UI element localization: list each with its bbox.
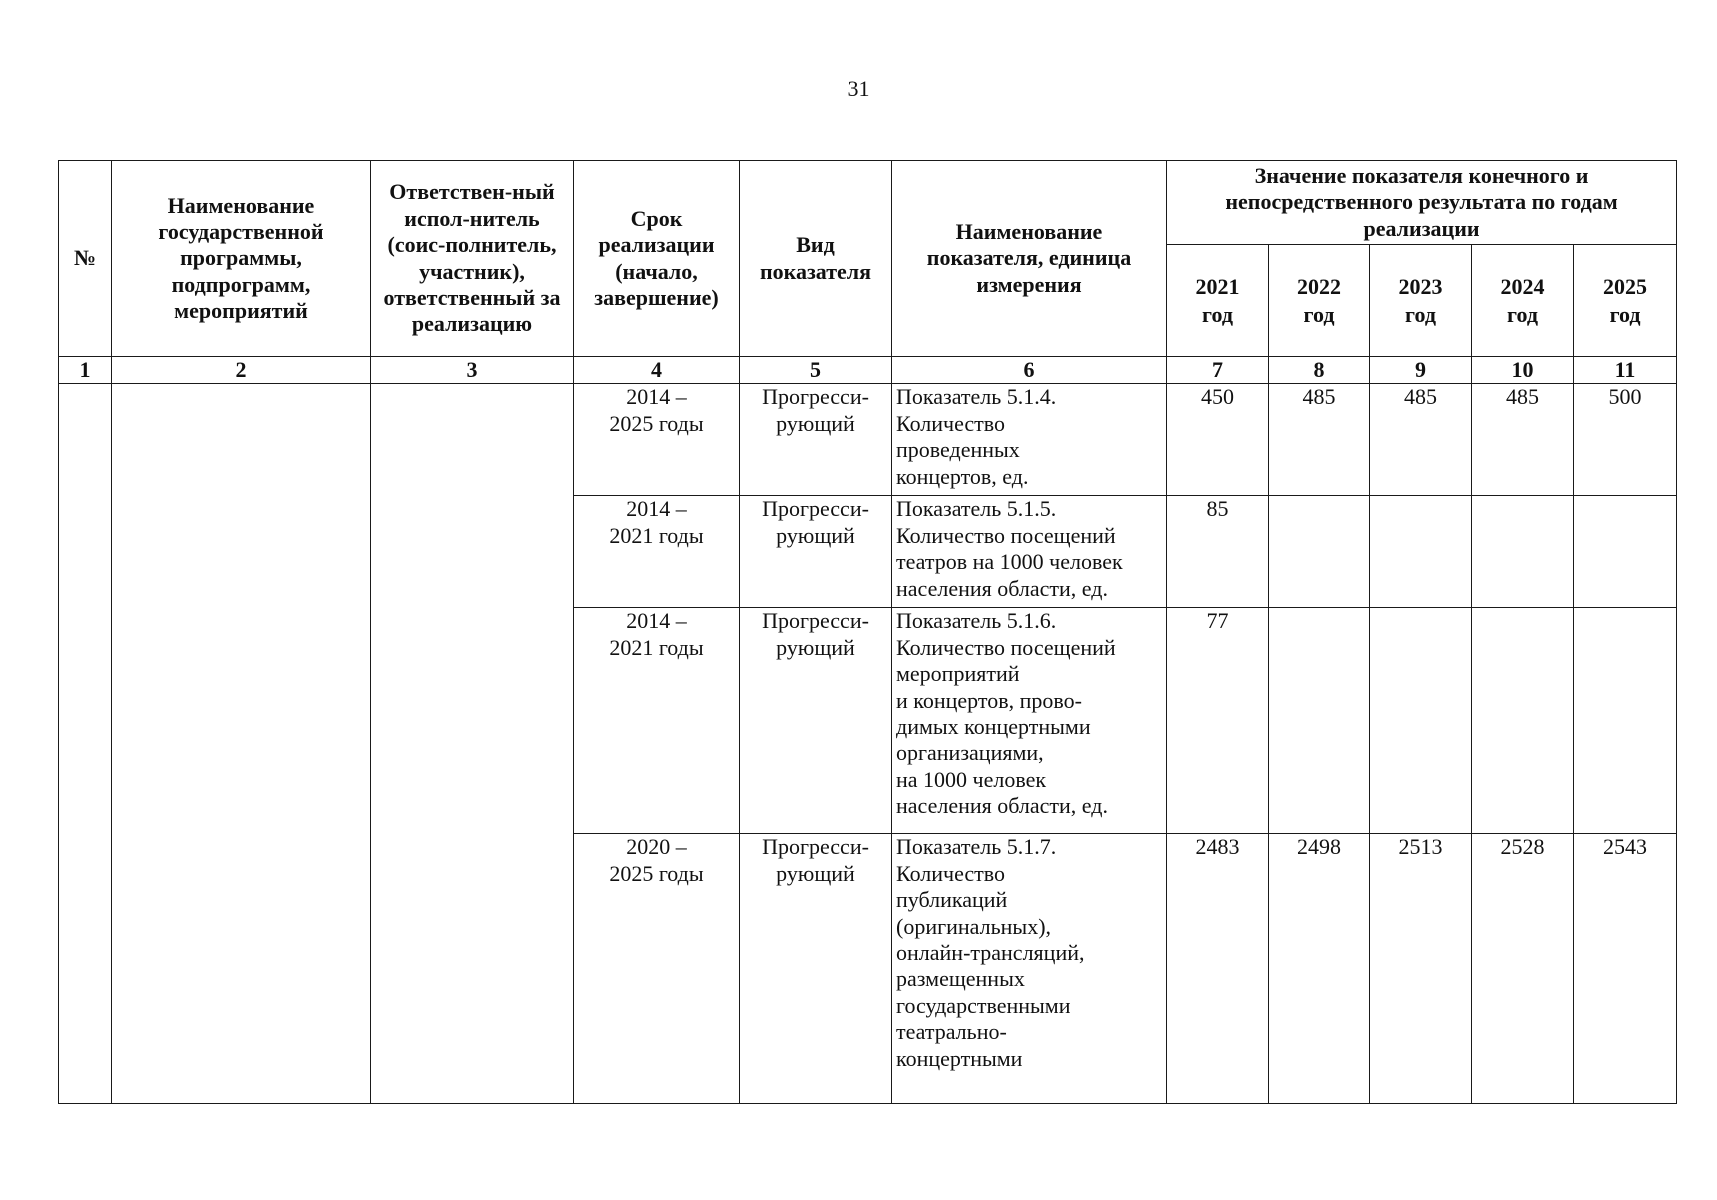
header-col-indicator: Наименование показателя, единица измерения [892, 161, 1167, 357]
column-numbers-row [59, 357, 1677, 384]
kind-cell: Прогресси- рующий [740, 834, 892, 1104]
value-cell: 485 [1472, 384, 1574, 496]
value-cell: 485 [1370, 384, 1472, 496]
indicator-cell: Показатель 5.1.6. Количество посещений мероприятий и концертов, прово- димых концертными организациями, на 1000 человек населения области, ед. [892, 608, 1167, 834]
value-cell: 500 [1574, 384, 1677, 496]
value-cell [1472, 496, 1574, 608]
value-cell: 450 [1167, 384, 1269, 496]
column-number: 9 [1370, 357, 1472, 384]
kind-cell: Прогресси- рующий [740, 608, 892, 834]
column-number: 8 [1269, 357, 1370, 384]
value-cell: 2483 [1167, 834, 1269, 1104]
column-number: 2 [112, 357, 371, 384]
value-cell [1574, 608, 1677, 834]
term-cell: 2020 – 2025 годы [574, 834, 740, 1104]
responsible-cell [371, 384, 574, 1104]
value-cell: 2528 [1472, 834, 1574, 1104]
value-cell: 2543 [1574, 834, 1677, 1104]
value-cell [1574, 496, 1677, 608]
column-number: 11 [1574, 357, 1677, 384]
value-cell: 485 [1269, 384, 1370, 496]
header-year-2023: 2023 год [1370, 245, 1472, 357]
value-cell: 2498 [1269, 834, 1370, 1104]
value-cell [1370, 496, 1472, 608]
header-values-group: Значение показателя конечного и непосредственного результата по годам реализации [1167, 161, 1677, 245]
column-number: 7 [1167, 357, 1269, 384]
header-col-responsible: Ответствен-ный испол-нитель (соис-полнитель, участник), ответственный за реализацию [371, 161, 574, 357]
column-number: 5 [740, 357, 892, 384]
column-number: 4 [574, 357, 740, 384]
page-number: 31 [847, 76, 870, 101]
column-number: 3 [371, 357, 574, 384]
column-number: 6 [892, 357, 1167, 384]
term-cell: 2014 – 2021 годы [574, 496, 740, 608]
value-cell [1269, 608, 1370, 834]
header-col-name: Наименование государственной программы, подпрограмм, мероприятий [112, 161, 371, 357]
value-cell: 77 [1167, 608, 1269, 834]
indicator-cell: Показатель 5.1.5. Количество посещений театров на 1000 человек населения области, ед. [892, 496, 1167, 608]
column-number: 1 [59, 357, 112, 384]
header-col-no: № [59, 161, 112, 357]
value-cell [1370, 608, 1472, 834]
table-row [59, 384, 1677, 496]
term-cell: 2014 – 2025 годы [574, 384, 740, 496]
kind-cell: Прогресси- рующий [740, 384, 892, 496]
header-year-2024: 2024 год [1472, 245, 1574, 357]
column-number: 10 [1472, 357, 1574, 384]
indicator-cell: Показатель 5.1.7. Количество публикаций (оригинальных), онлайн-трансляций, размещенных государственными театрально- концертными [892, 834, 1167, 1104]
indicators-table [58, 160, 1677, 1104]
program-name-cell [112, 384, 371, 1104]
value-cell: 2513 [1370, 834, 1472, 1104]
header-col-term: Срок реализации (начало, завершение) [574, 161, 740, 357]
header-year-2022: 2022 год [1269, 245, 1370, 357]
value-cell: 85 [1167, 496, 1269, 608]
header-col-kind: Вид показателя [740, 161, 892, 357]
value-cell [1472, 608, 1574, 834]
header-year-2025: 2025 год [1574, 245, 1677, 357]
term-cell: 2014 – 2021 годы [574, 608, 740, 834]
indicator-cell: Показатель 5.1.4. Количество проведенных концертов, ед. [892, 384, 1167, 496]
header-year-2021: 2021 год [1167, 245, 1269, 357]
value-cell [1269, 496, 1370, 608]
kind-cell: Прогресси- рующий [740, 496, 892, 608]
row-number-cell [59, 384, 112, 1104]
